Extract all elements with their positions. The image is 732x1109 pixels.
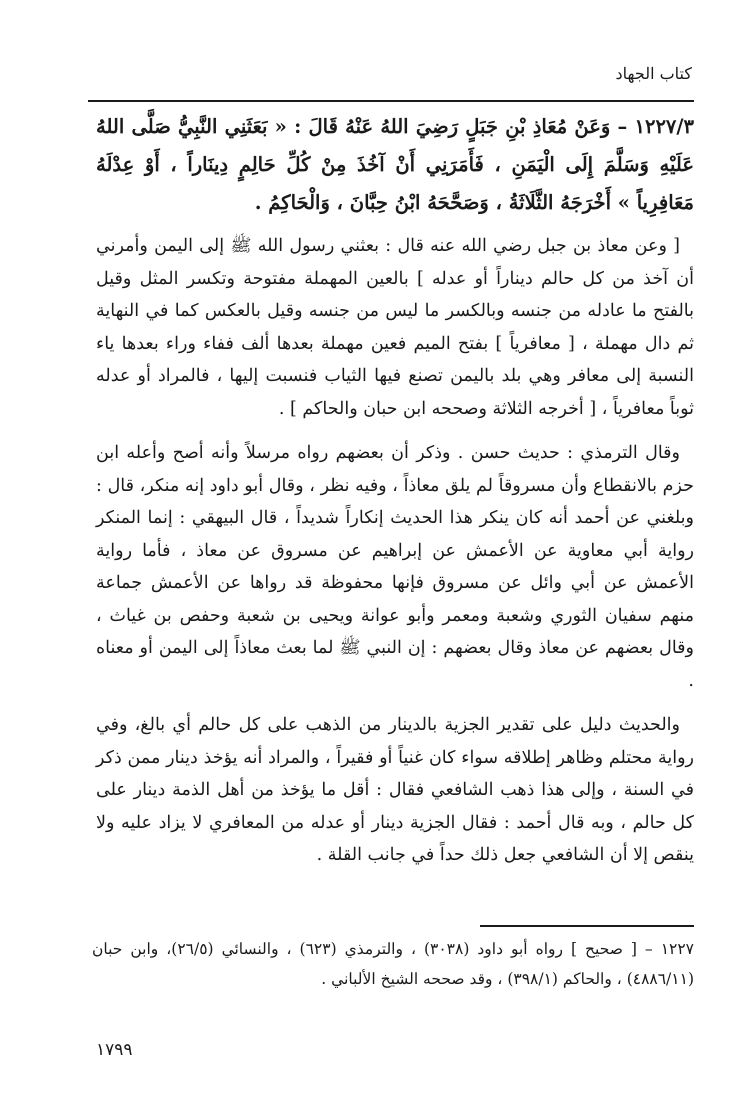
paragraph-text: وقال الترمذي : حديث حسن . وذكر أن بعضهم رواه مرسلاً وأنه أصح وأعله ابن حزم بالانقطاع وأن مسروقاً لم يلق معاذاً ، وفيه نظر ، وقال أبو داود إنه منكر، قال : وبلغني عن أحمد أنه كان ينكر هذا الحديث إنكاراً شديداً ، قال البيهقي : إنما المنكر رواية أبي معاوية عن الأعمش عن إبراهيم عن مسروق عن معاذ ، فأما رواية الأعمش عن أبي وائل عن مسروق فإنها محفوظة قد رواها عن الأعمش جماعة منهم سفيان الثوري وشعبة ومعمر وأبو عوانة ويحيى بن شعبة وحفص بن غياث ، وقال بعضهم عن معاذ وقال بعضهم : إن النبي ﷺ لما بعث معاذاً إلى اليمن أو معناه . [96, 443, 694, 691]
footnote: ١٢٢٧ – [ صحيح ] رواه أبو داود (٣٠٣٨) ، والترمذي (٦٢٣) ، والنسائي (٢٦/٥)، وابن حبان (٤٨٨٦/١١) ، والحاكم (٣٩٨/١) ، وقد صححه الشيخ الألباني . [92, 940, 694, 988]
chapter-title: كتاب الجهاد [615, 64, 692, 83]
paragraph-text: والحديث دليل على تقدير الجزية بالدينار من الذهب على كل حالم أي بالغ، وفي رواية محتلم وظاهر إطلاقه سواء كان غنياً أو فقيراً ، والمراد أنه يؤخذ دينار ممن ذكر في السنة ، وإلى هذا ذهب الشافعي فقال : أقل ما يؤخذ من أهل الذمة دينار على كل حالم ، وبه قال أحمد : فقال الجزية دينار أو عدله من المعافري لا يزاد عليه ولا ينقص إلا أن الشافعي جعل ذلك حداً في جانب القلة . [96, 715, 694, 865]
paragraph-text: [ وعن معاذ بن جبل رضي الله عنه قال : بعثني رسول الله ﷺ إلى اليمن وأمرني أن آخذ من كل حالم ديناراً أو عدله ] بالعين المهملة مفتوحة وتكسر المثل وقيل بالفتح ما عادله من جنسه وبالكسر ما ليس من جنسه وقيل بالعكس كما في النهاية ثم دال مهملة ، [ معافرياً ] بفتح الميم فعين مهملة بعدها ألف ففاء وراء بعدها ياء النسبة إلى معافر وهي بلد باليمن تصنع فيها الثياب فنسبت إليها ، فالمراد أو عدله ثوباً معافرياً ، [ أخرجه الثلاثة وصححه ابن حبان والحاكم ] . [96, 236, 694, 419]
commentary-paragraph [96, 709, 694, 872]
footnote-rule [480, 925, 694, 927]
header-rule [88, 100, 694, 102]
hadith-body: – وَعَنْ مُعَاذِ بْنِ جَبَلٍ رَضِيَ اللهُ عَنْهُ قَالَ : « بَعَثَنِي النَّبِيُّ صَلَّى اللهُ عَلَيْهِ وَسَلَّمَ إِلَى الْيَمَنِ ، فَأَمَرَنِي أَنْ آخُذَ مِنْ كُلِّ حَالِمٍ دِينَاراً ، أَوْ عِدْلَهُ مَعَافِرِياً » أَخْرَجَهُ الثَّلَاثَةُ ، وَصَحَّحَهُ ابْنُ حِبَّانَ ، وَالْحَاكِمُ . [96, 115, 694, 214]
hadith-text [96, 108, 694, 222]
page-number: ١٧٩٩ [96, 1040, 133, 1060]
hadith-number: ١٢٢٧/٣ [634, 115, 694, 138]
commentary-paragraph [96, 437, 694, 697]
page-body [96, 108, 694, 884]
running-header [88, 62, 692, 86]
commentary-paragraph [96, 230, 694, 425]
